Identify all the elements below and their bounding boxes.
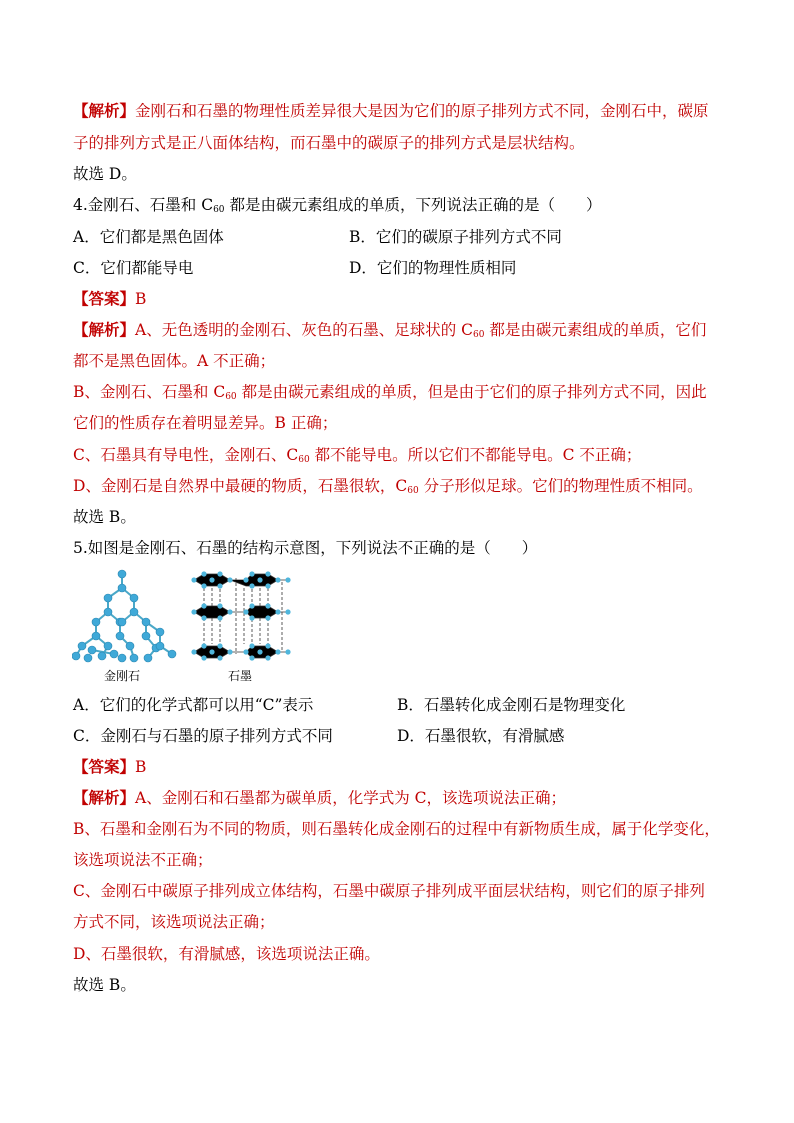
q4-answer: [73, 289, 146, 309]
q5-option-b: B．石墨转化成金刚石是物理变化: [397, 696, 626, 714]
analysis-text: D、金刚石是自然界中最硬的物质，石墨很软，C: [73, 477, 408, 495]
analysis-text: 都是由碳元素组成的单质，它们: [484, 321, 707, 339]
q5-option-c: C．金刚石与石墨的原子排列方式不同: [73, 727, 333, 745]
q4-stem-pre: 4.金刚石、石墨和 C: [73, 196, 214, 214]
analysis-text: 都是由碳元素组成的单质，但是由于它们的原子排列方式不同，因此: [236, 383, 707, 401]
q4-analysis-b-1: [73, 382, 707, 407]
q4-conclusion: 故选 B。: [73, 508, 136, 526]
q4-analysis-b-2: 它们的性质存在着明显差异。B 正确；: [73, 414, 338, 432]
answer-value: B: [135, 758, 147, 776]
q4-analysis-a-2: 都不是黑色固体。A 不正确；: [73, 352, 276, 370]
analysis-sub: 60: [298, 455, 310, 465]
analysis-text: A、无色透明的金刚石、灰色的石墨、足球状的 C: [135, 321, 473, 339]
q5-analysis-d-1: D、石墨很软，有滑腻感，该选项说法正确。: [73, 945, 380, 963]
q4-option-a: A．它们都是黑色固体: [73, 228, 224, 246]
q5-conclusion: 故选 B。: [73, 976, 136, 994]
analysis-text: B、金刚石、石墨和 C: [73, 383, 226, 401]
diamond-figure-label: 金刚石: [104, 669, 141, 683]
q4-stem: [73, 195, 601, 220]
q4-stem-post: 都是由碳元素组成的单质，下列说法正确的是（ ）: [224, 196, 602, 214]
analysis-sub: 60: [473, 330, 485, 340]
analysis-tag: 【解析】: [73, 788, 136, 807]
q5-analysis-a-1: [73, 788, 566, 808]
analysis-text: 分子形似足球。它们的物理性质不相同。: [418, 477, 703, 495]
q4-option-b: B．它们的碳原子排列方式不同: [349, 228, 562, 246]
graphite-structure-figure: [190, 568, 292, 664]
q3-analysis-line-2: 子的排列方式是正八面体结构，而石墨中的碳原子的排列方式是层状结构。: [73, 134, 585, 152]
q4-option-d: D．它们的物理性质相同: [349, 259, 517, 277]
q4-analysis-a-1: [73, 320, 706, 345]
q4-option-c: C．它们都能导电: [73, 259, 194, 277]
analysis-sub: 60: [407, 486, 419, 496]
analysis-text: C、石墨具有导电性，金刚石、C: [73, 446, 299, 464]
q5-analysis-c-2: 方式不同，该选项说法正确；: [73, 913, 275, 931]
analysis-text: 金刚石和石墨的物理性质差异很大是因为它们的原子排列方式不同，金刚石中，碳原: [135, 102, 709, 120]
analysis-tag: 【解析】: [73, 101, 136, 120]
answer-tag: 【答案】: [73, 289, 136, 308]
q5-stem: 5.如图是金刚石、石墨的结构示意图，下列说法不正确的是（ ）: [73, 539, 538, 557]
answer-value: B: [135, 290, 147, 308]
q5-analysis-b-2: 该选项说法不正确；: [73, 851, 213, 869]
q5-analysis-b-1: B、石墨和金刚石为不同的物质，则石墨转化成金刚石的过程中有新物质生成，属于化学变化，: [73, 820, 720, 838]
q3-analysis-line-1: [73, 101, 709, 121]
q3-conclusion: 故选 D。: [73, 165, 137, 183]
q5-option-a: A．它们的化学式都可以用“C”表示: [73, 696, 314, 714]
answer-tag: 【答案】: [73, 757, 136, 776]
q4-analysis-c-1: [73, 445, 641, 470]
analysis-sub: 60: [225, 392, 237, 402]
q5-answer: [73, 757, 146, 777]
analysis-text: 都不能导电。所以它们不都能导电。C 不正确；: [309, 446, 642, 464]
q4-analysis-d-1: [73, 476, 703, 501]
analysis-text: A、金刚石和石墨都为碳单质，化学式为 C，该选项说法正确；: [135, 789, 566, 807]
q4-stem-sub: 60: [213, 205, 225, 215]
analysis-tag: 【解析】: [73, 320, 136, 339]
q5-analysis-c-1: C、金刚石中碳原子排列成立体结构，石墨中碳原子排列成平面层状结构，则它们的原子排列: [73, 882, 705, 900]
q5-option-d: D．石墨很软，有滑腻感: [397, 727, 565, 745]
graphite-figure-label: 石墨: [228, 669, 253, 683]
diamond-structure-figure: [72, 568, 182, 664]
